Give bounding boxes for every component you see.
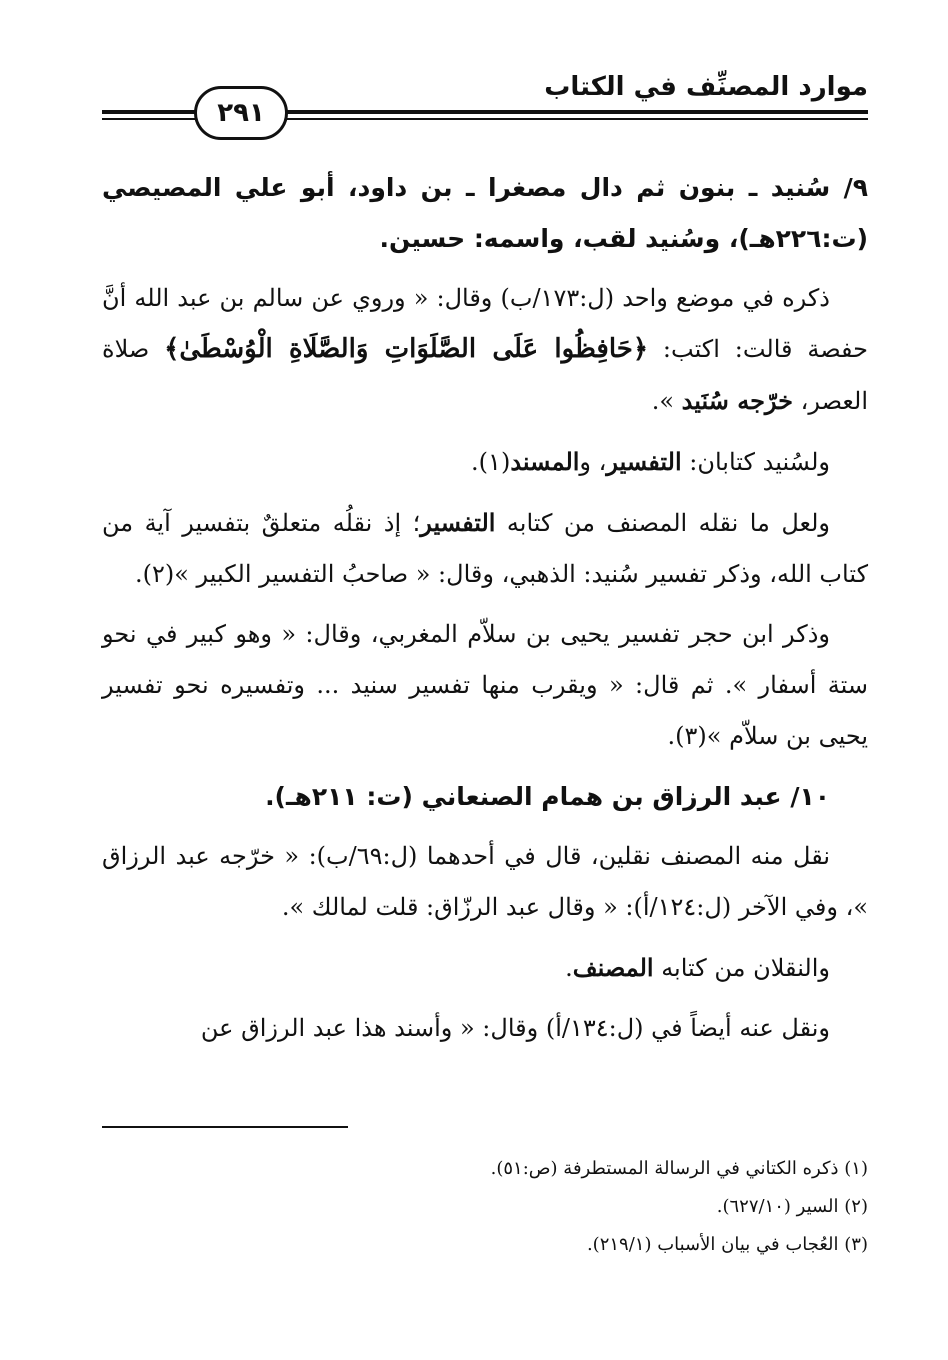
text-segment: صلاة العصر، xyxy=(102,335,868,415)
text-segment: . xyxy=(565,954,573,982)
text-segment: ؛ إذ نقلُه متعلقٌ بتفسير آية من كتاب الله، وذكر تفسير سُنيد: الذهبي، وقال: « صاحبُ التفسير الكبير »(٢). xyxy=(102,509,868,588)
entry-heading-10: ١٠/ عبد الرزاق بن همام الصنعاني (ت: ٢١١هـ). xyxy=(265,782,830,811)
paragraph-continued: ونقل عنه أيضاً في (ل:١٣٤/أ) وقال: « وأسند هذا عبد الرزاق عن xyxy=(200,1014,830,1042)
text-segment: والنقلان من كتابه xyxy=(653,954,830,982)
paragraph-ibn-hajar: وذكر ابن حجر تفسير يحيى بن سلاّم المغربي، وقال: « وهو كبير في نحو ستة أسفار ». ثم قال: « ويقرب منها تفسير سنيد ... وتفسيره نحو تفسير يحيى بن سلاّم »(٣). xyxy=(102,620,868,750)
text-segment: ولعل ما نقله المصنف من كتابه xyxy=(495,509,831,537)
bold-phrase: خرّجه سُنَيد xyxy=(681,386,793,415)
quran-verse: ﴿حَافِظُوا عَلَى الصَّلَوَاتِ وَالصَّلَاةِ الْوُسْطَىٰ﴾ xyxy=(164,334,649,364)
paragraph-sunayd-books xyxy=(102,436,868,488)
paragraph-sunayd-citation xyxy=(102,273,868,427)
text-segment: ، و xyxy=(579,448,607,476)
book-title: المصنف xyxy=(572,953,654,982)
running-title: موارد المصنِّف في الكتاب xyxy=(544,72,868,102)
book-title: التفسير xyxy=(606,447,682,476)
footnotes xyxy=(102,1150,868,1264)
entry-heading-9: ٩/ سُنيد ـ بنون ثم دال مصغرا ـ بن داود، أبو علي المصيصي (ت:٢٢٦هـ)، وسُنيد لقب، واسمه: حسين. xyxy=(102,173,868,253)
footnote-ref: (١). xyxy=(471,448,511,476)
footnote-separator xyxy=(102,1126,348,1128)
footnote-3: (٣) العُجاب في بيان الأسباب (٢١٩/١). xyxy=(586,1234,868,1255)
text-segment: ذكره في موضع واحد (ل:١٧٣/ب) وقال: « وروي عن سالم بن عبد الله أنَّ حفصة قالت: اكتب: xyxy=(102,284,868,363)
book-title: المسند xyxy=(510,447,580,476)
page-number: ٢٩١ xyxy=(194,86,288,140)
paragraph-tafsir-source xyxy=(102,497,868,600)
page-header xyxy=(102,62,868,142)
paragraph-abd-al-razzaq: نقل منه المصنف نقلين، قال في أحدهما (ل:٦٩/ب): « خرّجه عبد الرزاق »، وفي الآخر (ل:١٢٤/أ): « وقال عبد الرزّاق: قلت لمالك ». xyxy=(102,842,868,921)
text-segment: ولسُنيد كتابان: xyxy=(681,448,830,476)
text-segment: ». xyxy=(651,387,682,415)
paragraph-two-quotes xyxy=(102,942,868,994)
book-title: التفسير xyxy=(420,508,496,537)
page-body xyxy=(102,162,868,1063)
footnote-2: (٢) السير (٦٢٧/١٠). xyxy=(716,1196,868,1217)
footnote-1: (١) ذكره الكتاني في الرسالة المستطرفة (ص:٥١). xyxy=(490,1158,868,1179)
